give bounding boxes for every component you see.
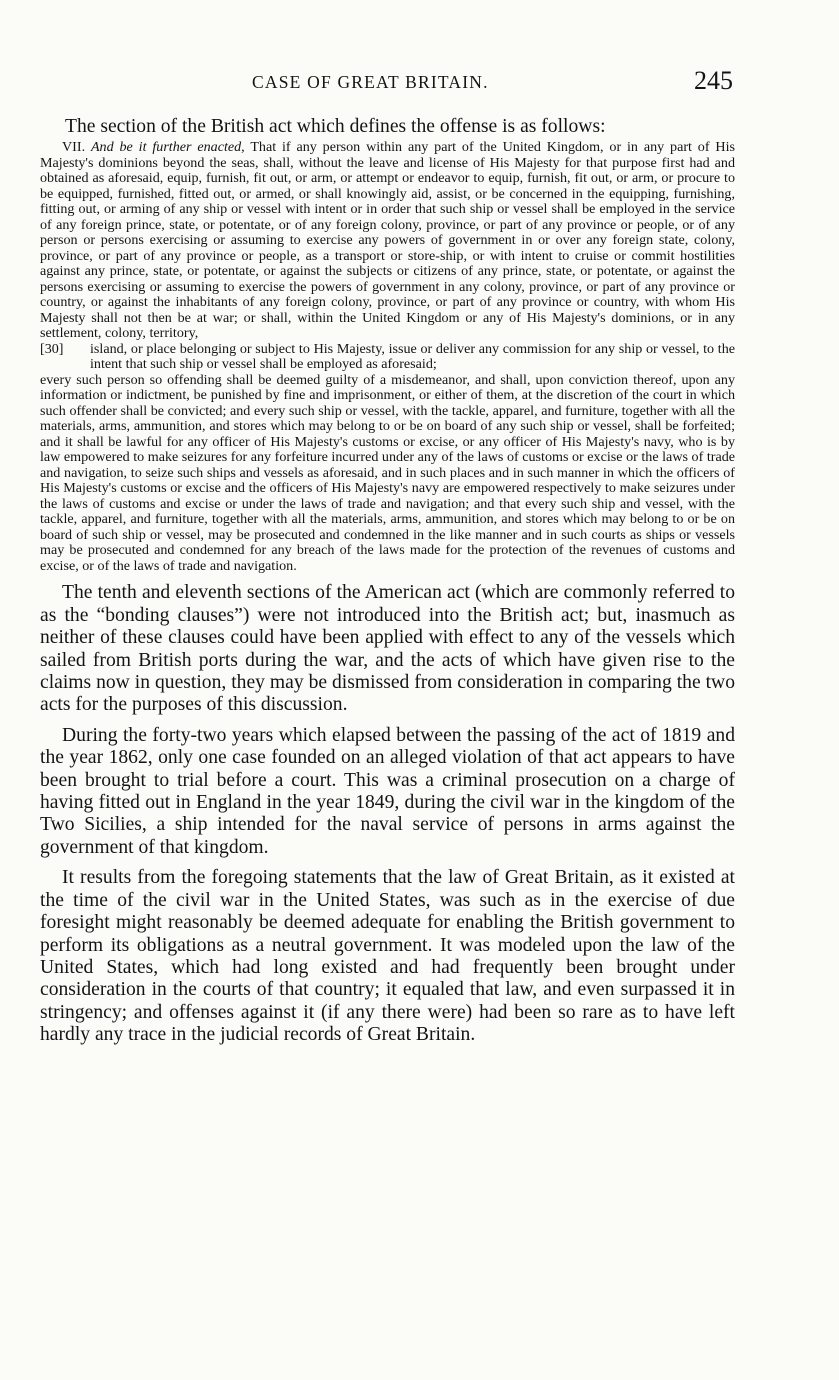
- document-page: [40, 62, 735, 1047]
- statute-text-2: island, or place belonging or subject to His Majesty, issue or deliver any commission for any ship or vessel, to the intent that such ship or vessel shall be employed as aforesaid;: [90, 340, 735, 373]
- statute-part-3: every such person so offending shall be deemed guilty of a misdemeanor, and shall, upon conviction thereof, upon any information or indictment, be punished by fine and imprisonment, or either of them, at the discretion of the court in which such offender shall be convicted; and every such ship or vessel, with the tackle, apparel, and furniture, together with all the materials, arms, ammunition, and stores which may belong to or be on board of any such ship or vessel, shall be forfeited; and it shall be lawful for any officer of His Majesty's customs or excise, or any officer of His Majesty's navy, who is by law empowered to make seizures for any forfeiture incurred under any of the laws of customs or excise or the laws of trade and navigation, to seize such ships and vessels as aforesaid, and in such places and in such manner in which the officers of His Majesty's customs or excise and the officers of His Majesty's navy are empowered respectively to make seizures under the laws of customs and excise or under the laws of trade and navigation; and that every such ship and vessel, with the tackle, apparel, and furniture, together with all the materials, arms, ammunition, and stores which may belong to or be on board of such ship or vessel, may be prosecuted and condemned in the like manner and in such courts as ships or vessels may be prosecuted and condemned for any breach of the laws made for the protection of the revenues of customs and excise, or of the laws of trade and navigation.: [40, 371, 735, 574]
- paragraph-bonding-clauses: The tenth and eleventh sections of the American act (which are commonly referred to as the “bonding clauses”) were not introduced into the British act; but, inasmuch as neither of these clauses could have been applied with effect to any of the vessels which sailed from British ports during the war, and the acts of which have given rise to the claims now in question, they may be dismissed from consideration in comparing the two acts for the purposes of this discussion.: [40, 582, 735, 716]
- section-number: VII.: [62, 139, 86, 156]
- paragraph-forty-two-years: During the forty-two years which elapsed between the passing of the act of 1819 and the year 1862, only one case founded on an alleged violation of that act appears to have been brought to trial before a court. This was a criminal prosecution on a charge of having fitted out in England in the year 1849, during the civil war in the kingdom of the Two Sicilies, a ship intended for the naval service of persons in arms against the government of that kingdom.: [40, 724, 735, 858]
- intro-sentence: The section of the British act which defines the offense is as follows:: [65, 116, 606, 137]
- page-header: [40, 62, 735, 102]
- margin-row: [40, 342, 735, 373]
- statute-part-1: [40, 140, 735, 342]
- statute-text-1: That if any person within any part of the United Kingdom, or in any part of His Majesty's dominions beyond the seas, shall, without the leave and license of His Majesty for that purpose first had and obtained as aforesaid, equip, furnish, fit out, or arm, or attempt or endeavor to equip, furnish, fit out, or arm, or procure to be equipped, furnished, fitted out, or armed, or shall knowingly aid, assist, or be concerned in the equipping, furnishing, fitting out, or arming of any ship or vessel with intent or in order that such ship or vessel shall be employed in the service of any foreign prince, state, or potentate, or of any foreign colony, province, or part of any province or people, or of any person or persons exercising or assuming to exercise any powers of government in or over any foreign state, colony, province, or part of any province or people, as a transport or store-ship, or with intent to cruise or commit hostilities against any prince, state, or potentate, or against the subjects or citizens of any prince, state, or potentate, or against the persons exercising or assuming to exercise the powers of government in any colony, province, or part of any province or country, or against the inhabitants of any foreign colony, province, or part of any province or country, with whom His Majesty shall not then be at war; or shall, within the United Kingdom or any of His Majesty's dominions, or in any settlement, colony, territory,: [40, 139, 735, 342]
- running-head: CASE OF GREAT BRITAIN.: [252, 72, 489, 92]
- quoted-statute: [40, 140, 735, 574]
- margin-page-marker: [30]: [40, 340, 64, 357]
- enacting-clause: And be it further enacted,: [90, 139, 245, 156]
- page-number: 245: [694, 66, 733, 95]
- paragraph-conclusion: It results from the foregoing statements that the law of Great Britain, as it existed at the time of the civil war in the United States, was such as in the exercise of due foresight might reasonably be deemed adequate for enabling the British government to perform its obligations as a neutral government. It was modeled upon the law of the United States, which had long existed and had frequently been brought under consideration in the courts of that country; it equaled that law, and even surpassed it in stringency; and offenses against it (if any there were) had been so rare as to have left hardly any trace in the judicial records of Great Britain.: [40, 867, 735, 1046]
